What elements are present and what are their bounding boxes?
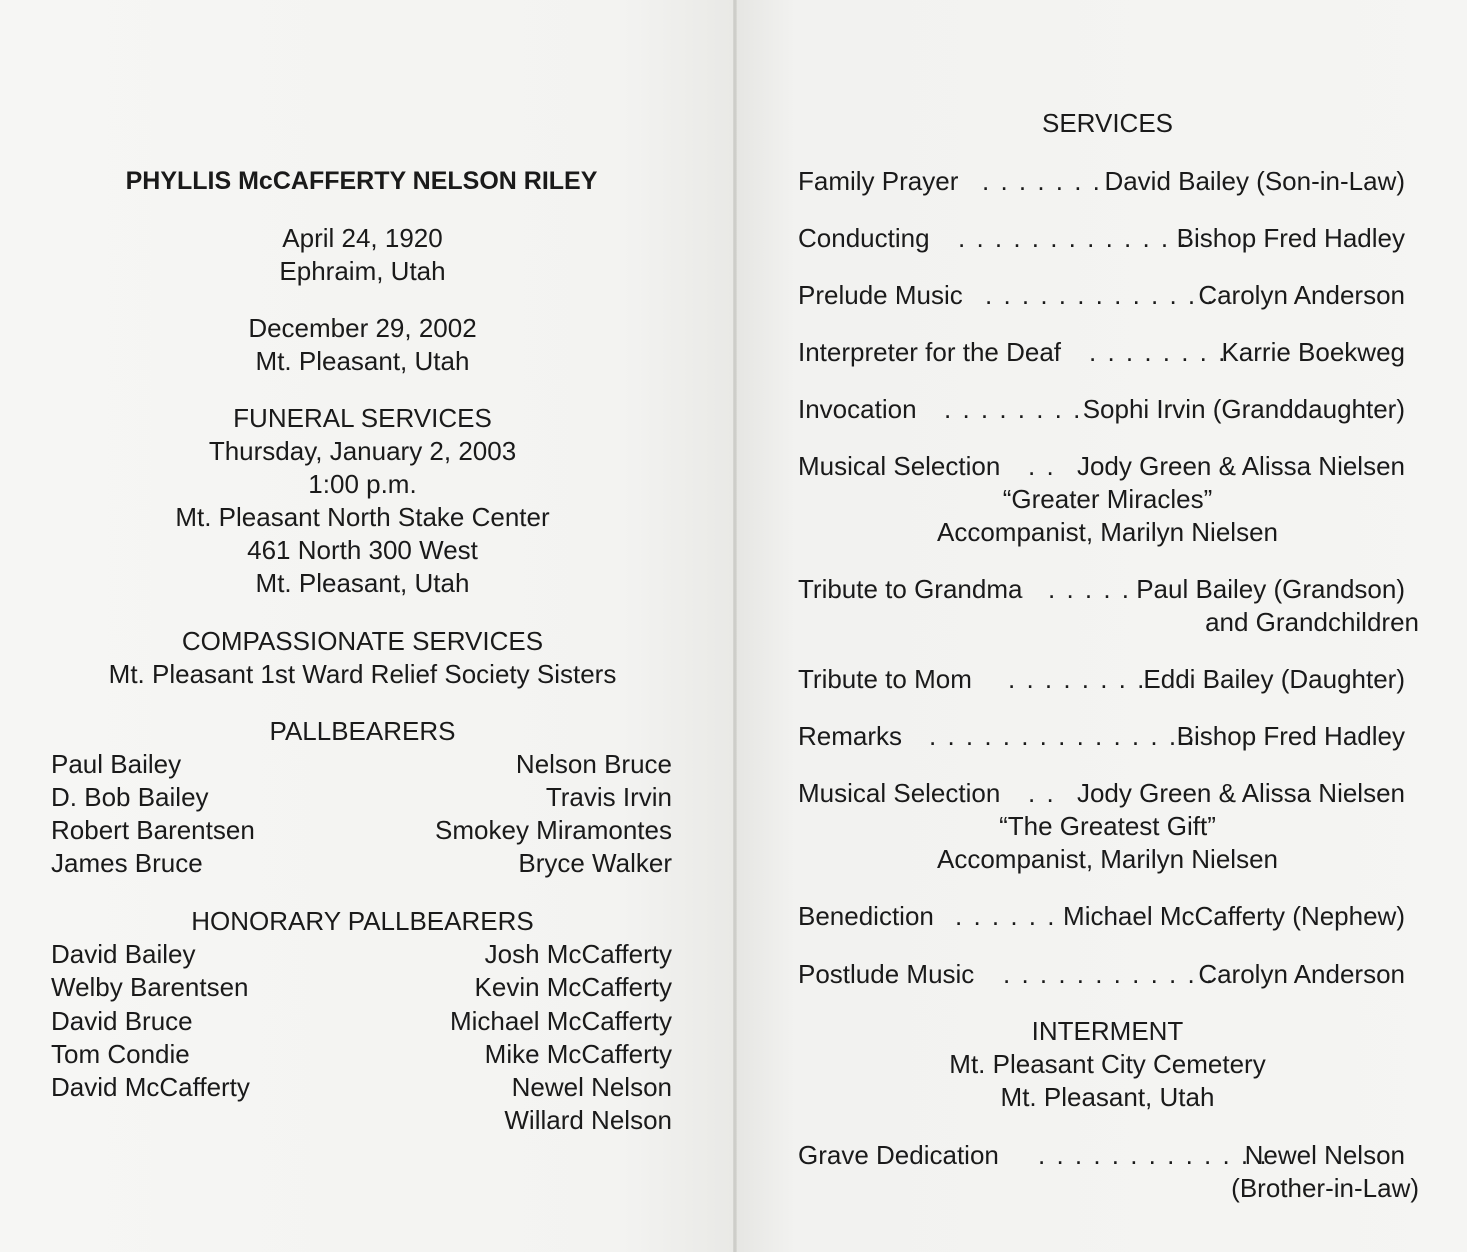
leader-dots: . . . . . xyxy=(1048,574,1132,604)
honorary-name: Mike McCafferty xyxy=(484,1039,672,1069)
funeral-date: Thursday, January 2, 2003 xyxy=(208,436,517,466)
pallbearer-name: Smokey Miramontes xyxy=(435,815,672,845)
leader-dots: . . . . . . . . . . . . . xyxy=(1038,1140,1269,1170)
program-participant: Sophi Irvin (Granddaughter) xyxy=(1082,394,1405,424)
program-item xyxy=(798,900,1405,933)
honorary-name: Newel Nelson xyxy=(511,1072,672,1102)
program-label: Conducting xyxy=(798,223,930,253)
program-item xyxy=(798,663,1405,696)
funeral-heading: FUNERAL SERVICES xyxy=(233,403,492,433)
program-participant: Jody Green & Alissa Nielsen xyxy=(1076,451,1405,481)
program-participant-extra: and Grandchildren xyxy=(1205,607,1419,637)
deceased-name: PHYLLIS McCAFFERTY NELSON RILEY xyxy=(125,167,598,195)
interment-cemetery: Mt. Pleasant City Cemetery xyxy=(949,1049,1266,1079)
program-participant: Paul Bailey (Grandson) xyxy=(1136,574,1405,604)
honorary-name: David Bruce xyxy=(51,1006,193,1036)
honorary-heading: HONORARY PALLBEARERS xyxy=(191,906,534,936)
pallbearer-name: Paul Bailey xyxy=(51,749,182,779)
program-item xyxy=(798,958,1405,991)
pallbearer-name: Robert Barentsen xyxy=(51,815,255,845)
program-participant: Eddi Bailey (Daughter) xyxy=(1143,664,1405,694)
grave-dedication xyxy=(798,1139,1405,1172)
honorary-name: Tom Condie xyxy=(51,1039,190,1069)
interment-heading: INTERMENT xyxy=(1031,1016,1184,1046)
interment-city: Mt. Pleasant, Utah xyxy=(1000,1082,1215,1112)
funeral-venue: Mt. Pleasant North Stake Center xyxy=(175,502,550,532)
program-participant: Bishop Fred Hadley xyxy=(1176,223,1405,253)
pallbearer-name: Bryce Walker xyxy=(518,848,672,878)
program-label: Musical Selection xyxy=(798,451,1001,481)
program-participant: Michael McCafferty (Nephew) xyxy=(1063,901,1405,931)
honorary-name: Michael McCafferty xyxy=(449,1006,672,1036)
honorary-name: David McCafferty xyxy=(51,1072,250,1102)
program-item xyxy=(798,336,1405,369)
program-item xyxy=(798,777,1405,810)
compassionate-heading: COMPASSIONATE SERVICES xyxy=(181,626,544,656)
leader-dots: . . . . . . . . xyxy=(1008,664,1147,694)
program-label: Tribute to Mom xyxy=(798,664,972,694)
accompanist: Accompanist, Marilyn Nielsen xyxy=(936,844,1278,874)
song-title: “Greater Miracles” xyxy=(1002,484,1213,514)
leader-dots: . . xyxy=(1028,451,1056,481)
program-item xyxy=(798,573,1405,606)
program-label: Grave Dedication xyxy=(798,1140,999,1170)
program-participant: Carolyn Anderson xyxy=(1198,280,1405,310)
program-item xyxy=(798,393,1405,426)
program-label: Invocation xyxy=(798,394,917,424)
program-label: Postlude Music xyxy=(798,959,975,989)
leader-dots: . . . . . . . . xyxy=(1089,337,1228,367)
program-participant: Bishop Fred Hadley xyxy=(1176,721,1405,751)
leader-dots: . . . . . . . . . . . . . xyxy=(985,280,1216,310)
program-participant-extra: (Brother-in-Law) xyxy=(1231,1173,1419,1203)
program-participant: Carolyn Anderson xyxy=(1198,959,1405,989)
right-panel xyxy=(737,0,1467,1252)
program-label: Interpreter for the Deaf xyxy=(798,337,1062,367)
accompanist: Accompanist, Marilyn Nielsen xyxy=(936,517,1278,547)
honorary-name: Kevin McCafferty xyxy=(474,972,672,1002)
song-title: “The Greatest Gift” xyxy=(999,811,1216,841)
services-heading: SERVICES xyxy=(1041,108,1173,138)
honorary-name: Welby Barentsen xyxy=(51,972,249,1002)
honorary-name: Willard Nelson xyxy=(504,1105,672,1135)
program-participant: Newel Nelson xyxy=(1244,1140,1405,1170)
honorary-name: Josh McCafferty xyxy=(484,939,672,969)
funeral-city: Mt. Pleasant, Utah xyxy=(255,568,470,598)
pallbearers-heading: PALLBEARERS xyxy=(269,716,456,746)
program-label: Musical Selection xyxy=(798,778,1001,808)
birth-date: April 24, 1920 xyxy=(282,223,443,253)
program-label: Prelude Music xyxy=(798,280,963,310)
leader-dots: . . . . . . . . . . . . . xyxy=(958,223,1189,253)
honorary-name: David Bailey xyxy=(51,939,196,969)
funeral-address: 461 North 300 West xyxy=(247,535,478,565)
leader-dots: . . . . . . . xyxy=(982,166,1102,196)
compassionate-text: Mt. Pleasant 1st Ward Relief Society Sisters xyxy=(108,659,617,689)
left-panel xyxy=(0,0,733,1252)
pallbearer-name: Nelson Bruce xyxy=(515,749,672,779)
leader-dots: . . xyxy=(1028,778,1056,808)
program-item xyxy=(798,720,1405,753)
leader-dots: . . . . . . . . . . . . . . . xyxy=(929,721,1197,751)
program-item xyxy=(798,165,1405,198)
pallbearer-name: James Bruce xyxy=(51,848,203,878)
program-item xyxy=(798,450,1405,483)
pallbearer-name: D. Bob Bailey xyxy=(51,782,209,812)
program-label: Benediction xyxy=(798,901,934,931)
death-date: December 29, 2002 xyxy=(248,313,477,343)
program-label: Remarks xyxy=(798,721,903,751)
funeral-time: 1:00 p.m. xyxy=(308,469,417,499)
leader-dots: . . . . . . . . . . . . xyxy=(1003,959,1216,989)
birth-place: Ephraim, Utah xyxy=(279,256,446,286)
program-participant: Karrie Boekweg xyxy=(1221,337,1405,367)
leader-dots: . . . . . . xyxy=(955,901,1057,931)
program-item xyxy=(798,222,1405,255)
leader-dots: . . . . . . . . xyxy=(944,394,1083,424)
program-participant: David Bailey (Son-in-Law) xyxy=(1104,166,1405,196)
program-participant: Jody Green & Alissa Nielsen xyxy=(1076,778,1405,808)
program-item xyxy=(798,279,1405,312)
pallbearer-name: Travis Irvin xyxy=(545,782,672,812)
program-label: Tribute to Grandma xyxy=(798,574,1023,604)
death-place: Mt. Pleasant, Utah xyxy=(255,346,470,376)
program-label: Family Prayer xyxy=(798,166,959,196)
